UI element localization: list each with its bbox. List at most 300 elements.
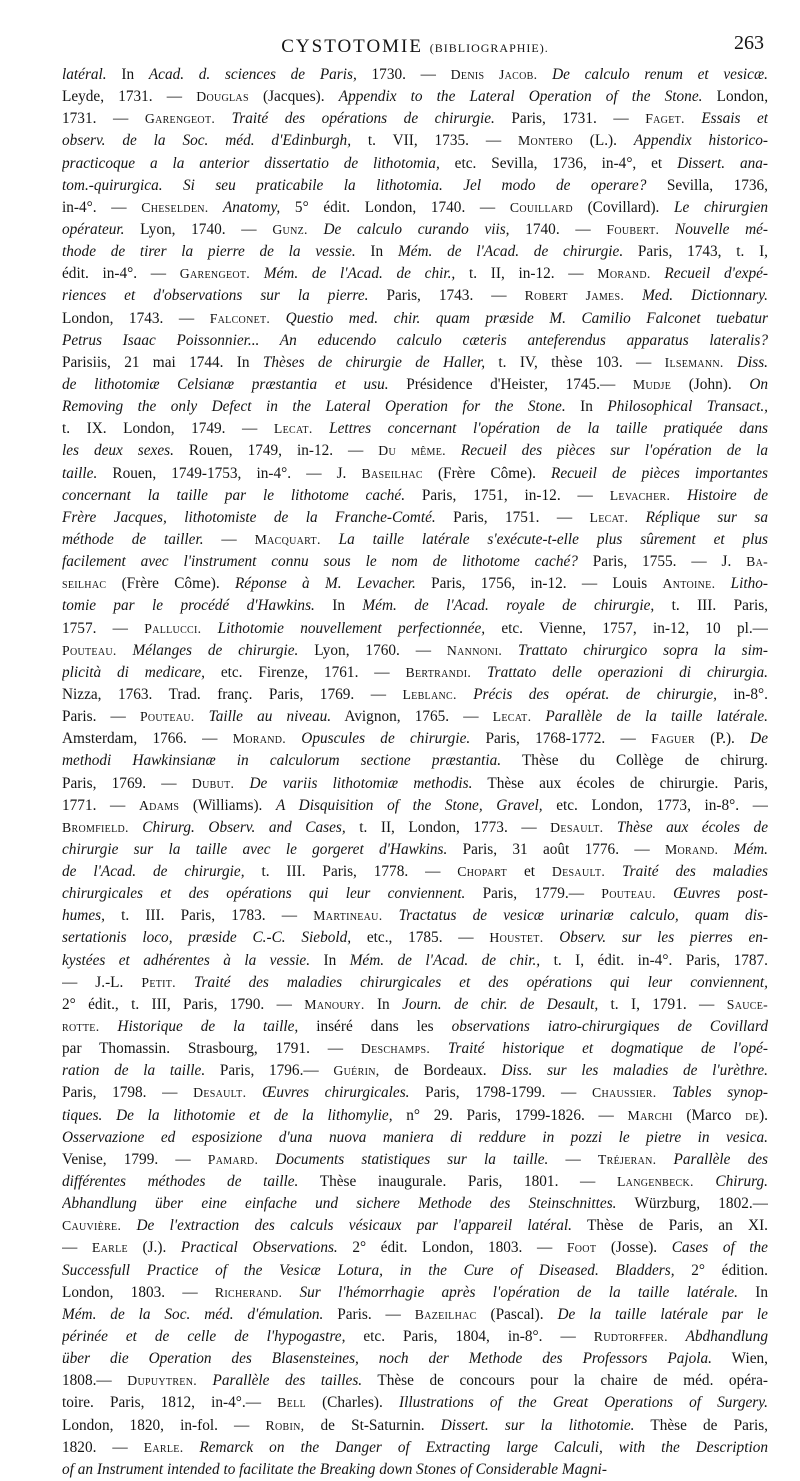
- work-title: On: [749, 375, 768, 393]
- work-title: taille.: [62, 464, 98, 482]
- text-line: [62, 750, 768, 772]
- work-title: méthode de tailler.: [62, 530, 204, 548]
- work-title: de lithotomiæ Celsianæ præstantia et usu.: [62, 375, 389, 393]
- text-run: t. IX. London, 1749. —: [62, 420, 274, 438]
- text-line: [62, 108, 768, 130]
- work-title: Cases of the: [671, 1239, 768, 1257]
- work-title: Dissert. ana-: [677, 154, 768, 172]
- text-run: In: [565, 398, 608, 416]
- work-title: tomie par le procédé d'Hawkins.: [62, 597, 315, 615]
- text-run: (P.).: [694, 730, 751, 748]
- text-run: Thèse de Paris, an XI.: [572, 1217, 768, 1235]
- author-name: Pouteau.: [139, 709, 195, 725]
- work-title: riences et d'observations sur la pierre.: [62, 287, 369, 305]
- author-name: Mudje: [632, 376, 672, 392]
- text-run: Paris. —: [323, 1305, 415, 1323]
- text-run: (Charles).: [305, 1394, 399, 1412]
- text-run: —: [548, 1150, 598, 1168]
- text-line: [62, 1016, 768, 1038]
- text-line: [62, 994, 768, 1016]
- text-run: 1731. —: [62, 110, 145, 128]
- author-name: Chopart: [457, 864, 508, 880]
- text-run: t. I, 1791. —: [598, 995, 727, 1013]
- text-line: [62, 1392, 768, 1414]
- work-title: Tractatus de vesicæ urinariæ calculo, quam dis-: [382, 907, 768, 925]
- work-title: Mém. de l'Acad. de chirurgie.: [397, 243, 624, 261]
- work-title: Thèses de chirurgie de Haller,: [262, 353, 486, 371]
- author-name: Falconet.: [209, 310, 271, 326]
- text-run: London, 1803. —: [62, 1283, 215, 1301]
- text-line: [62, 1326, 768, 1348]
- text-line: [62, 330, 768, 352]
- text-run: Présidence d'Heister, 1745.—: [388, 375, 633, 393]
- work-title: Diss. sur les maladies de l'urèthre.: [501, 1062, 768, 1080]
- text-run: t. III. Paris, 1783. —: [104, 907, 314, 925]
- text-line: [62, 573, 768, 595]
- author-name: Dubut.: [191, 775, 235, 791]
- work-title: Traité des opérations de chirurgie.: [215, 110, 495, 128]
- text-run: Thèse du Collège de chirurg.: [501, 752, 768, 770]
- author-name: seilhac: [62, 576, 107, 592]
- author-name: Earle.: [143, 1439, 184, 1455]
- text-run: Würzburg, 1802.—: [616, 1195, 768, 1213]
- text-line: [62, 64, 768, 86]
- text-run: toire. Paris, 1812, in-4°.—: [62, 1394, 278, 1412]
- text-run: in-8°.: [716, 685, 768, 703]
- text-run: Paris, 1798. —: [62, 1084, 194, 1102]
- text-run: (John).: [671, 375, 750, 393]
- text-run: Sevilla, 1736,: [646, 176, 768, 194]
- work-title: Petrus Isaac Poissonnier... An educendo calculo cæteris anteferendus apparatus lateralis?: [62, 331, 768, 349]
- author-name: rotte.: [62, 1019, 100, 1035]
- text-run: Paris, 1796.—: [205, 1062, 334, 1080]
- work-title: Mém. de la Soc. méd. d'émulation.: [62, 1305, 324, 1323]
- text-run: ).: [759, 1106, 768, 1124]
- header-subtitle: (BIBLIOGRAPHIE).: [429, 41, 549, 55]
- text-line: [62, 241, 768, 263]
- text-run: In: [310, 951, 350, 969]
- work-title: über die Operation des Blasensteines, noch der Methode des Professors Pajola.: [62, 1350, 712, 1368]
- text-line: [62, 662, 768, 684]
- text-line: [62, 396, 768, 418]
- text-run: (Covillard).: [572, 198, 675, 216]
- author-name: Garengeot.: [144, 111, 216, 127]
- work-title: Thèse aux écoles de: [603, 818, 768, 836]
- author-name: Rudtorffer.: [593, 1329, 668, 1345]
- work-title: Anatomy,: [208, 198, 281, 216]
- text-run: (Frère Côme).: [422, 464, 552, 482]
- text-line: [62, 1105, 768, 1127]
- author-name: Morand.: [232, 731, 287, 747]
- author-name: Adams: [138, 797, 180, 813]
- work-title: Réponse à M. Levacher.: [234, 575, 416, 593]
- author-name: Lecat.: [492, 709, 532, 725]
- text-line: [62, 1237, 768, 1259]
- work-title: Diss.: [723, 353, 768, 371]
- text-run: Leyde, 1731. —: [62, 88, 197, 106]
- text-run: Thèse aux écoles de chirurgie. Paris,: [472, 774, 768, 792]
- author-name: Bertrandi.: [405, 664, 472, 680]
- text-run: Avignon, 1765. —: [331, 708, 493, 726]
- work-title: opérateur.: [62, 220, 125, 238]
- text-line: [62, 1127, 768, 1149]
- work-title: Abhandlung über eine einfache und sichere Methode des Steinschnittes.: [62, 1195, 617, 1213]
- work-title: Tables synop-: [656, 1084, 768, 1102]
- text-line: [62, 551, 768, 573]
- author-name: Dupuytren.: [127, 1373, 197, 1389]
- text-line: [62, 1459, 768, 1481]
- text-run: t. IV, thèse 103. —: [485, 353, 665, 371]
- text-line: [62, 440, 768, 462]
- work-title: Practical Observations.: [180, 1239, 338, 1257]
- text-run: etc., 1785. —: [351, 929, 490, 947]
- text-run: Parisiis, 21 mai 1744. In: [62, 353, 263, 371]
- author-name: Pouteau.: [62, 642, 117, 658]
- work-title: Removing the only Defect in the Lateral Operation for the Stone.: [62, 398, 566, 416]
- work-title: Mém.: [718, 840, 768, 858]
- text-line: [62, 950, 768, 972]
- text-line: [62, 529, 768, 551]
- text-line: [62, 640, 768, 662]
- work-title: Mélanges de chirurgie.: [116, 641, 299, 659]
- text-run: Paris, 1768-1772. —: [470, 730, 652, 748]
- work-title: Philosophical Transact.,: [607, 398, 768, 416]
- author-name: Robert James.: [524, 288, 625, 304]
- author-name: Du même.: [378, 443, 446, 459]
- work-title: Mém. de l'Acad. de chir.,: [250, 265, 456, 283]
- text-line: [62, 86, 768, 108]
- author-name: Lecat.: [273, 421, 313, 437]
- work-title: Appendix to the Lateral Operation of the Stone.: [338, 88, 703, 106]
- author-name: Ilsemann.: [664, 354, 724, 370]
- author-name: Cauvière.: [62, 1218, 122, 1234]
- work-title: Essais et: [684, 110, 768, 128]
- text-line: [62, 1437, 768, 1459]
- work-title: practicoque a la anterior dissertatio de lithotomia,: [62, 154, 440, 172]
- work-title: Documents statistiques sur la taille.: [258, 1150, 549, 1168]
- work-title: Osservazione ed esposizione d'una nuova maniera di reddure in pozzi le pietre in vesica.: [62, 1128, 768, 1146]
- text-run: etc. Sevilla, 1736, in-4°, et: [439, 154, 678, 172]
- author-name: Foot: [566, 1240, 597, 1256]
- author-name: Petit.: [141, 974, 176, 990]
- work-title: sertationis loco, præside C.-C. Siebold,: [62, 929, 352, 947]
- text-run: de Bordeaux.: [379, 1062, 502, 1080]
- author-name: de: [745, 1107, 760, 1123]
- text-run: In: [364, 995, 403, 1013]
- text-run: (Marco: [672, 1106, 746, 1124]
- work-title: Lettres concernant l'opération de la taille pratiquée dans: [312, 420, 768, 438]
- text-run: In: [106, 66, 149, 83]
- work-title: Œuvres chirurgicales.: [246, 1084, 410, 1102]
- text-run: (Josse).: [596, 1239, 672, 1257]
- text-run: Venise, 1799. —: [62, 1150, 208, 1168]
- author-name: Martineau.: [313, 908, 383, 924]
- text-run: Rouen, 1749, in-12. —: [173, 442, 379, 460]
- work-title: Abdhandlung: [667, 1328, 768, 1346]
- text-run: Lyon, 1760. —: [298, 641, 447, 659]
- work-title: Historique de la taille,: [99, 1018, 299, 1036]
- author-name: Pallucci.: [144, 620, 202, 636]
- text-line: [62, 485, 768, 507]
- author-name: Bromfield.: [62, 819, 129, 835]
- text-line: [62, 1149, 768, 1171]
- text-run: édit. in-4°. —: [62, 265, 180, 283]
- author-name: Deschamps.: [360, 1041, 431, 1057]
- text-line: [62, 706, 768, 728]
- author-name: Earle: [91, 1240, 128, 1256]
- text-run: Thèse de Paris,: [634, 1416, 768, 1434]
- text-run: etc. Paris, 1804, in-8°. —: [345, 1328, 594, 1346]
- text-line: [62, 861, 768, 883]
- text-line: [62, 130, 768, 152]
- author-name: Bell: [277, 1395, 306, 1411]
- work-title: chirurgicales et des opérations qui leur conviennent.: [62, 885, 466, 903]
- text-run: t. II, in-12. —: [455, 265, 598, 283]
- work-title: Remarck on the Danger of Extracting large Calculi, with the Description: [183, 1438, 768, 1456]
- author-name: Cheselden.: [141, 199, 209, 215]
- text-line: [62, 773, 768, 795]
- text-line: [62, 1370, 768, 1392]
- author-name: Nannoni.: [446, 642, 503, 658]
- text-run: (L.).: [572, 132, 634, 150]
- text-run: Rouen, 1749-1753, in-4°. — J.: [97, 464, 362, 482]
- text-run: Thèse inaugurale. Paris, 1801. —: [298, 1173, 617, 1191]
- text-line: [62, 1348, 768, 1370]
- author-name: Pamard.: [207, 1151, 259, 1167]
- author-name: Tréjeran.: [597, 1151, 657, 1167]
- author-name: Manoury.: [304, 996, 365, 1012]
- text-line: [62, 418, 768, 440]
- author-name: Guérin,: [333, 1063, 380, 1079]
- author-name: Couillard: [509, 199, 573, 215]
- work-title: de l'Acad. de chirurgie,: [62, 863, 245, 881]
- author-name: Faget.: [645, 111, 685, 127]
- work-title: Frère Jacques, lithotomiste de la Franche-Comté.: [62, 508, 436, 526]
- text-run: Paris, 1731. —: [494, 110, 646, 128]
- author-name: Morand.: [597, 266, 651, 282]
- work-title: La taille latérale s'exécute-t-elle plus sûrement et plus: [320, 530, 768, 548]
- text-run: inséré dans les: [298, 1018, 452, 1036]
- text-run: Paris, 1743, t. I,: [623, 243, 768, 261]
- text-run: et: [507, 863, 552, 881]
- author-name: Gunz.: [272, 221, 308, 237]
- author-name: Pouteau.: [601, 886, 656, 902]
- text-run: t. III. Paris,: [654, 597, 768, 615]
- author-name: Foubert.: [606, 221, 660, 237]
- text-run: 5° édit. London, 1740. —: [280, 198, 510, 216]
- text-run: Amsterdam, 1766. —: [62, 730, 233, 748]
- author-name: Douglas: [196, 89, 249, 105]
- work-title: Questio med. chir. quam præside M. Camilio Falconet tuebatur: [270, 309, 768, 327]
- work-title: humes,: [62, 907, 105, 925]
- text-line: [62, 219, 768, 241]
- work-title: A Disquisition of the Stone, Gravel,: [275, 796, 543, 814]
- text-run: Paris, 1779.—: [465, 885, 602, 903]
- text-run: in-4°. —: [62, 198, 142, 216]
- text-run: 1757. —: [62, 619, 145, 637]
- text-run: t. II, London, 1773. —: [345, 818, 551, 836]
- text-line: [62, 927, 768, 949]
- author-name: Ba-: [746, 554, 768, 570]
- work-title: Mém. de l'Acad. royale de chirurgie,: [362, 597, 655, 615]
- text-run: 1820. —: [62, 1438, 144, 1456]
- text-line: [62, 795, 768, 817]
- text-run: t. VII, 1735. —: [351, 132, 519, 150]
- text-line: [62, 728, 768, 750]
- work-title: différentes méthodes de taille.: [62, 1173, 299, 1191]
- work-title: Chirurg.: [693, 1173, 768, 1191]
- work-title: De: [750, 730, 768, 748]
- work-title: observations iatro-chirurgiques de Covillard: [451, 1018, 768, 1036]
- work-title: facilement avec l'instrument connu sous le nom de lithotome caché?: [62, 553, 578, 571]
- text-run: 2° édition.: [674, 1261, 768, 1279]
- author-name: Denis Jacob.: [450, 67, 538, 82]
- author-name: Montero: [518, 133, 573, 149]
- work-title: of an Instrument intended to facilitate the Breaking down Stones of Considerable Magni-: [62, 1460, 607, 1478]
- text-run: (Pascal).: [476, 1305, 558, 1323]
- work-title: ration de la taille.: [62, 1062, 206, 1080]
- text-line: [62, 263, 768, 285]
- work-title: De variis lithotomiæ methodis.: [234, 774, 473, 792]
- text-run: t. I, édit. in-4°. Paris, 1787.: [540, 951, 768, 969]
- work-title: Chirurg. Observ. and Cases,: [128, 818, 346, 836]
- work-title: Parallèle des: [656, 1150, 768, 1168]
- text-line: [62, 1171, 768, 1193]
- work-title: périnée et de celle de l'hypogastre,: [62, 1328, 346, 1346]
- text-line: [62, 175, 768, 197]
- work-title: Recueil d'expé-: [650, 265, 768, 283]
- work-title: latéral.: [62, 66, 107, 83]
- work-title: tiques. De la lithotomie et de la lithomylie,: [62, 1106, 393, 1124]
- work-title: Acad. d. sciences de Paris,: [148, 66, 357, 83]
- text-run: London, 1820, in-fol. —: [62, 1416, 266, 1434]
- work-title: plicità di medicare,: [62, 663, 205, 681]
- text-run: Paris, 1798-1799. —: [409, 1084, 592, 1102]
- text-run: London,: [702, 88, 768, 106]
- text-run: etc. London, 1773, in-8°. —: [542, 796, 768, 814]
- work-title: Successfull Practice of the Vesicæ Lotura, in the Cure of Diseased. Bladders,: [62, 1261, 675, 1279]
- work-title: De l'extraction des calculs vésicaux par l'appareil latéral.: [121, 1217, 572, 1235]
- text-run: etc. Vienne, 1757, in-12, 10 pl.—: [485, 619, 768, 637]
- text-line: [62, 1060, 768, 1082]
- text-run: In: [737, 1283, 768, 1301]
- text-line: [62, 197, 768, 219]
- text-run: Paris, 1755. — J.: [577, 553, 747, 571]
- running-head-title: [60, 36, 770, 58]
- work-title: Recueil de pièces importantes: [551, 464, 768, 482]
- work-title: Opuscules de chirurgie.: [286, 730, 471, 748]
- text-run: Paris. —: [62, 708, 140, 726]
- text-run: Thèse de concours pour la chaire de méd. opéra-: [362, 1372, 768, 1390]
- text-line: [62, 1260, 768, 1282]
- text-run: London, 1743. —: [62, 309, 210, 327]
- work-title: Parallèle de la taille latérale.: [531, 708, 768, 726]
- text-run: In: [355, 243, 398, 261]
- text-line: [62, 817, 768, 839]
- work-title: Journ. de chir. de Desault,: [402, 995, 599, 1013]
- text-run: —: [62, 1239, 92, 1257]
- work-title: Traité des maladies: [605, 863, 768, 881]
- work-title: Recueil des pièces sur l'opération de la: [445, 442, 768, 460]
- text-line: [62, 618, 768, 640]
- text-line: [62, 684, 768, 706]
- text-line: [62, 1282, 768, 1304]
- author-name: Macquart.: [254, 531, 321, 547]
- text-line: [62, 1215, 768, 1237]
- text-line: [62, 972, 768, 994]
- author-name: Sauce-: [726, 996, 768, 1012]
- work-title: Œuvres post-: [655, 885, 768, 903]
- author-name: Richerand.: [214, 1284, 283, 1300]
- work-title: concernant la taille par le lithotome caché.: [62, 486, 406, 504]
- text-run: Paris, 31 août 1776. —: [447, 840, 665, 858]
- text-line: [62, 1193, 768, 1215]
- text-run: — J.-L.: [62, 973, 142, 991]
- work-title: kystées et adhérentes à la vessie.: [62, 951, 311, 969]
- text-run: In: [314, 597, 363, 615]
- text-run: Paris, 1751, in-12. —: [405, 486, 610, 504]
- work-title: De calculo renum et vesicæ.: [537, 66, 768, 83]
- author-name: Levacher.: [609, 487, 671, 503]
- work-title: Trattato chirurgico sopra la sim-: [502, 641, 768, 659]
- work-title: De la taille latérale par le: [557, 1305, 768, 1323]
- text-run: etc. Firenze, 1761. —: [204, 663, 406, 681]
- text-run: —: [203, 530, 255, 548]
- author-name: Chaussier.: [591, 1085, 657, 1101]
- text-line: [62, 1082, 768, 1104]
- author-name: Desault.: [550, 819, 604, 835]
- text-run: (Jacques).: [248, 88, 339, 106]
- text-run: Paris, 1751. —: [435, 508, 590, 526]
- work-title: Nouvelle mé-: [659, 220, 768, 238]
- page-number: 263: [734, 32, 764, 54]
- author-name: Garengeot.: [179, 266, 251, 282]
- work-title: Taille au niveau.: [194, 708, 332, 726]
- work-title: tom.-quirurgica. Si seu praticabile la lithotomia. Jel modo de operare?: [62, 176, 647, 194]
- text-line: [62, 595, 768, 617]
- work-title: Appendix historico-: [633, 132, 768, 150]
- text-line: [62, 905, 768, 927]
- bibliography-text: [62, 64, 768, 1481]
- text-run: Wien,: [712, 1350, 768, 1368]
- work-title: thode de tirer la pierre de la vessie.: [62, 243, 356, 261]
- running-header: [60, 32, 770, 58]
- work-title: Traité historique et dogmatique de l'opé-: [430, 1040, 768, 1058]
- author-name: Bazeilhac: [414, 1306, 477, 1322]
- header-title: CYSTOTOMIE: [281, 36, 423, 57]
- work-title: Réplique sur sa: [628, 508, 768, 526]
- text-run: Nizza, 1763. Trad. franç. Paris, 1769. —: [62, 685, 403, 703]
- work-title: Histoire de: [670, 486, 768, 504]
- author-name: Langenbeck.: [616, 1174, 694, 1190]
- text-run: 2° édit. London, 1803. —: [337, 1239, 567, 1257]
- author-name: Morand.: [664, 841, 719, 857]
- text-run: de St-Saturnin.: [304, 1416, 441, 1434]
- text-line: [62, 308, 768, 330]
- text-line: [62, 374, 768, 396]
- text-run: Lyon, 1740. —: [124, 220, 273, 238]
- work-title: methodi Hawkinsianæ in calculorum sectione præstantia.: [62, 752, 502, 770]
- author-name: Marchi: [627, 1107, 673, 1123]
- text-run: n° 29. Paris, 1799-1826. —: [392, 1106, 628, 1124]
- work-title: Lithotomie nouvellement perfectionnée,: [201, 619, 486, 637]
- author-name: Robin,: [265, 1417, 305, 1433]
- work-title: chirurgie sur la taille avec le gorgeret d'Hawkins.: [62, 840, 448, 858]
- text-run: Paris, 1756, in-12. — Louis: [415, 575, 663, 593]
- text-run: 1740. —: [509, 220, 607, 238]
- author-name: Antoine.: [662, 576, 716, 592]
- work-title: De calculo curando viis,: [307, 220, 510, 238]
